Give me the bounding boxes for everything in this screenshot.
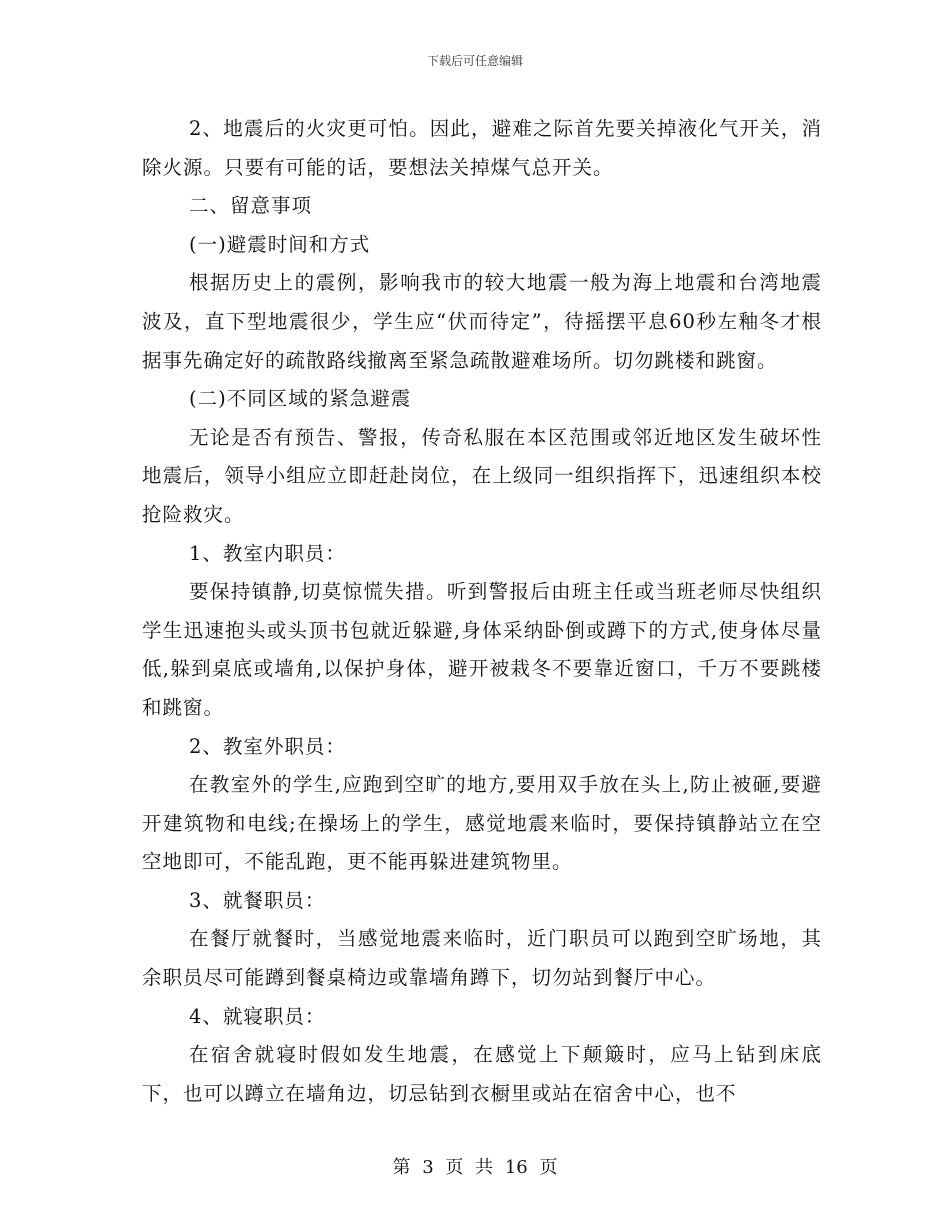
paragraph: 在教室外的学生,应跑到空旷的地方,要用双手放在头上,防止被砸,要避开建筑物和电线;在操场上的学生，感觉地震来临时，要保持镇静站立在空空地即可，不能乱跑，更不能再躲进建筑物里。 [142,773,822,874]
item-heading: 1、教室内职员： [189,541,346,565]
header-note: 下载后可任意编辑 [426,54,523,68]
section-heading: 二、留意事项 [189,194,313,218]
page-number: 第 3 页 共 16 页 [392,1157,558,1178]
subsection-heading: (一)避震时间和方式 [189,232,371,256]
paragraph: 2、地震后的火灾更可怕。因此，避难之际首先要关掉液化气开关，消除火源。只要有可能的话，要想法关掉煤气总开关。 [142,117,822,179]
paragraph: 要保持镇静,切莫惊慌失措。听到警报后由班主任或当班老师尽快组织学生迅速抱头或头顶书包就近躲避,身体采纳卧倒或蹲下的方式,使身体尽量低,躲到桌底或墙角,以保护身体，避开被栽冬不要靠近窗口，千万不要跳楼和跳窗。 [142,580,822,719]
document-body [142,110,822,1113]
subsection-heading: (二)不同区域的紧急避震 [189,387,412,411]
item-heading: 3、就餐职员： [189,888,326,912]
paragraph: 无论是否有预告、警报，传奇私服在本区范围或邻近地区发生破坏性地震后，领导小组应立即赶赴岗位，在上级同一组织指挥下，迅速组织本校抢险救灾。 [142,425,822,526]
item-heading: 2、教室外职员： [189,734,346,758]
paragraph: 根据历史上的震例，影响我市的较大地震一般为海上地震和台湾地震波及，直下型地震很少，学生应“伏而待定”，待摇摆平息60秒左釉冬才根据事先确定好的疏散路线撤离至紧急疏散避难场所。切勿跳楼和跳窗。 [142,271,822,372]
paragraph: 在餐厅就餐时，当感觉地震来临时，近门职员可以跑到空旷场地，其余职员尽可能蹲到餐桌椅边或靠墙角蹲下，切勿站到餐厅中心。 [142,927,822,990]
item-heading: 4、就寝职员： [189,1004,326,1028]
paragraph: 在宿舍就寝时假如发生地震，在感觉上下颠簸时，应马上钻到床底下，也可以蹲立在墙角边，切忌钻到衣橱里或站在宿舍中心，也不 [142,1043,822,1105]
